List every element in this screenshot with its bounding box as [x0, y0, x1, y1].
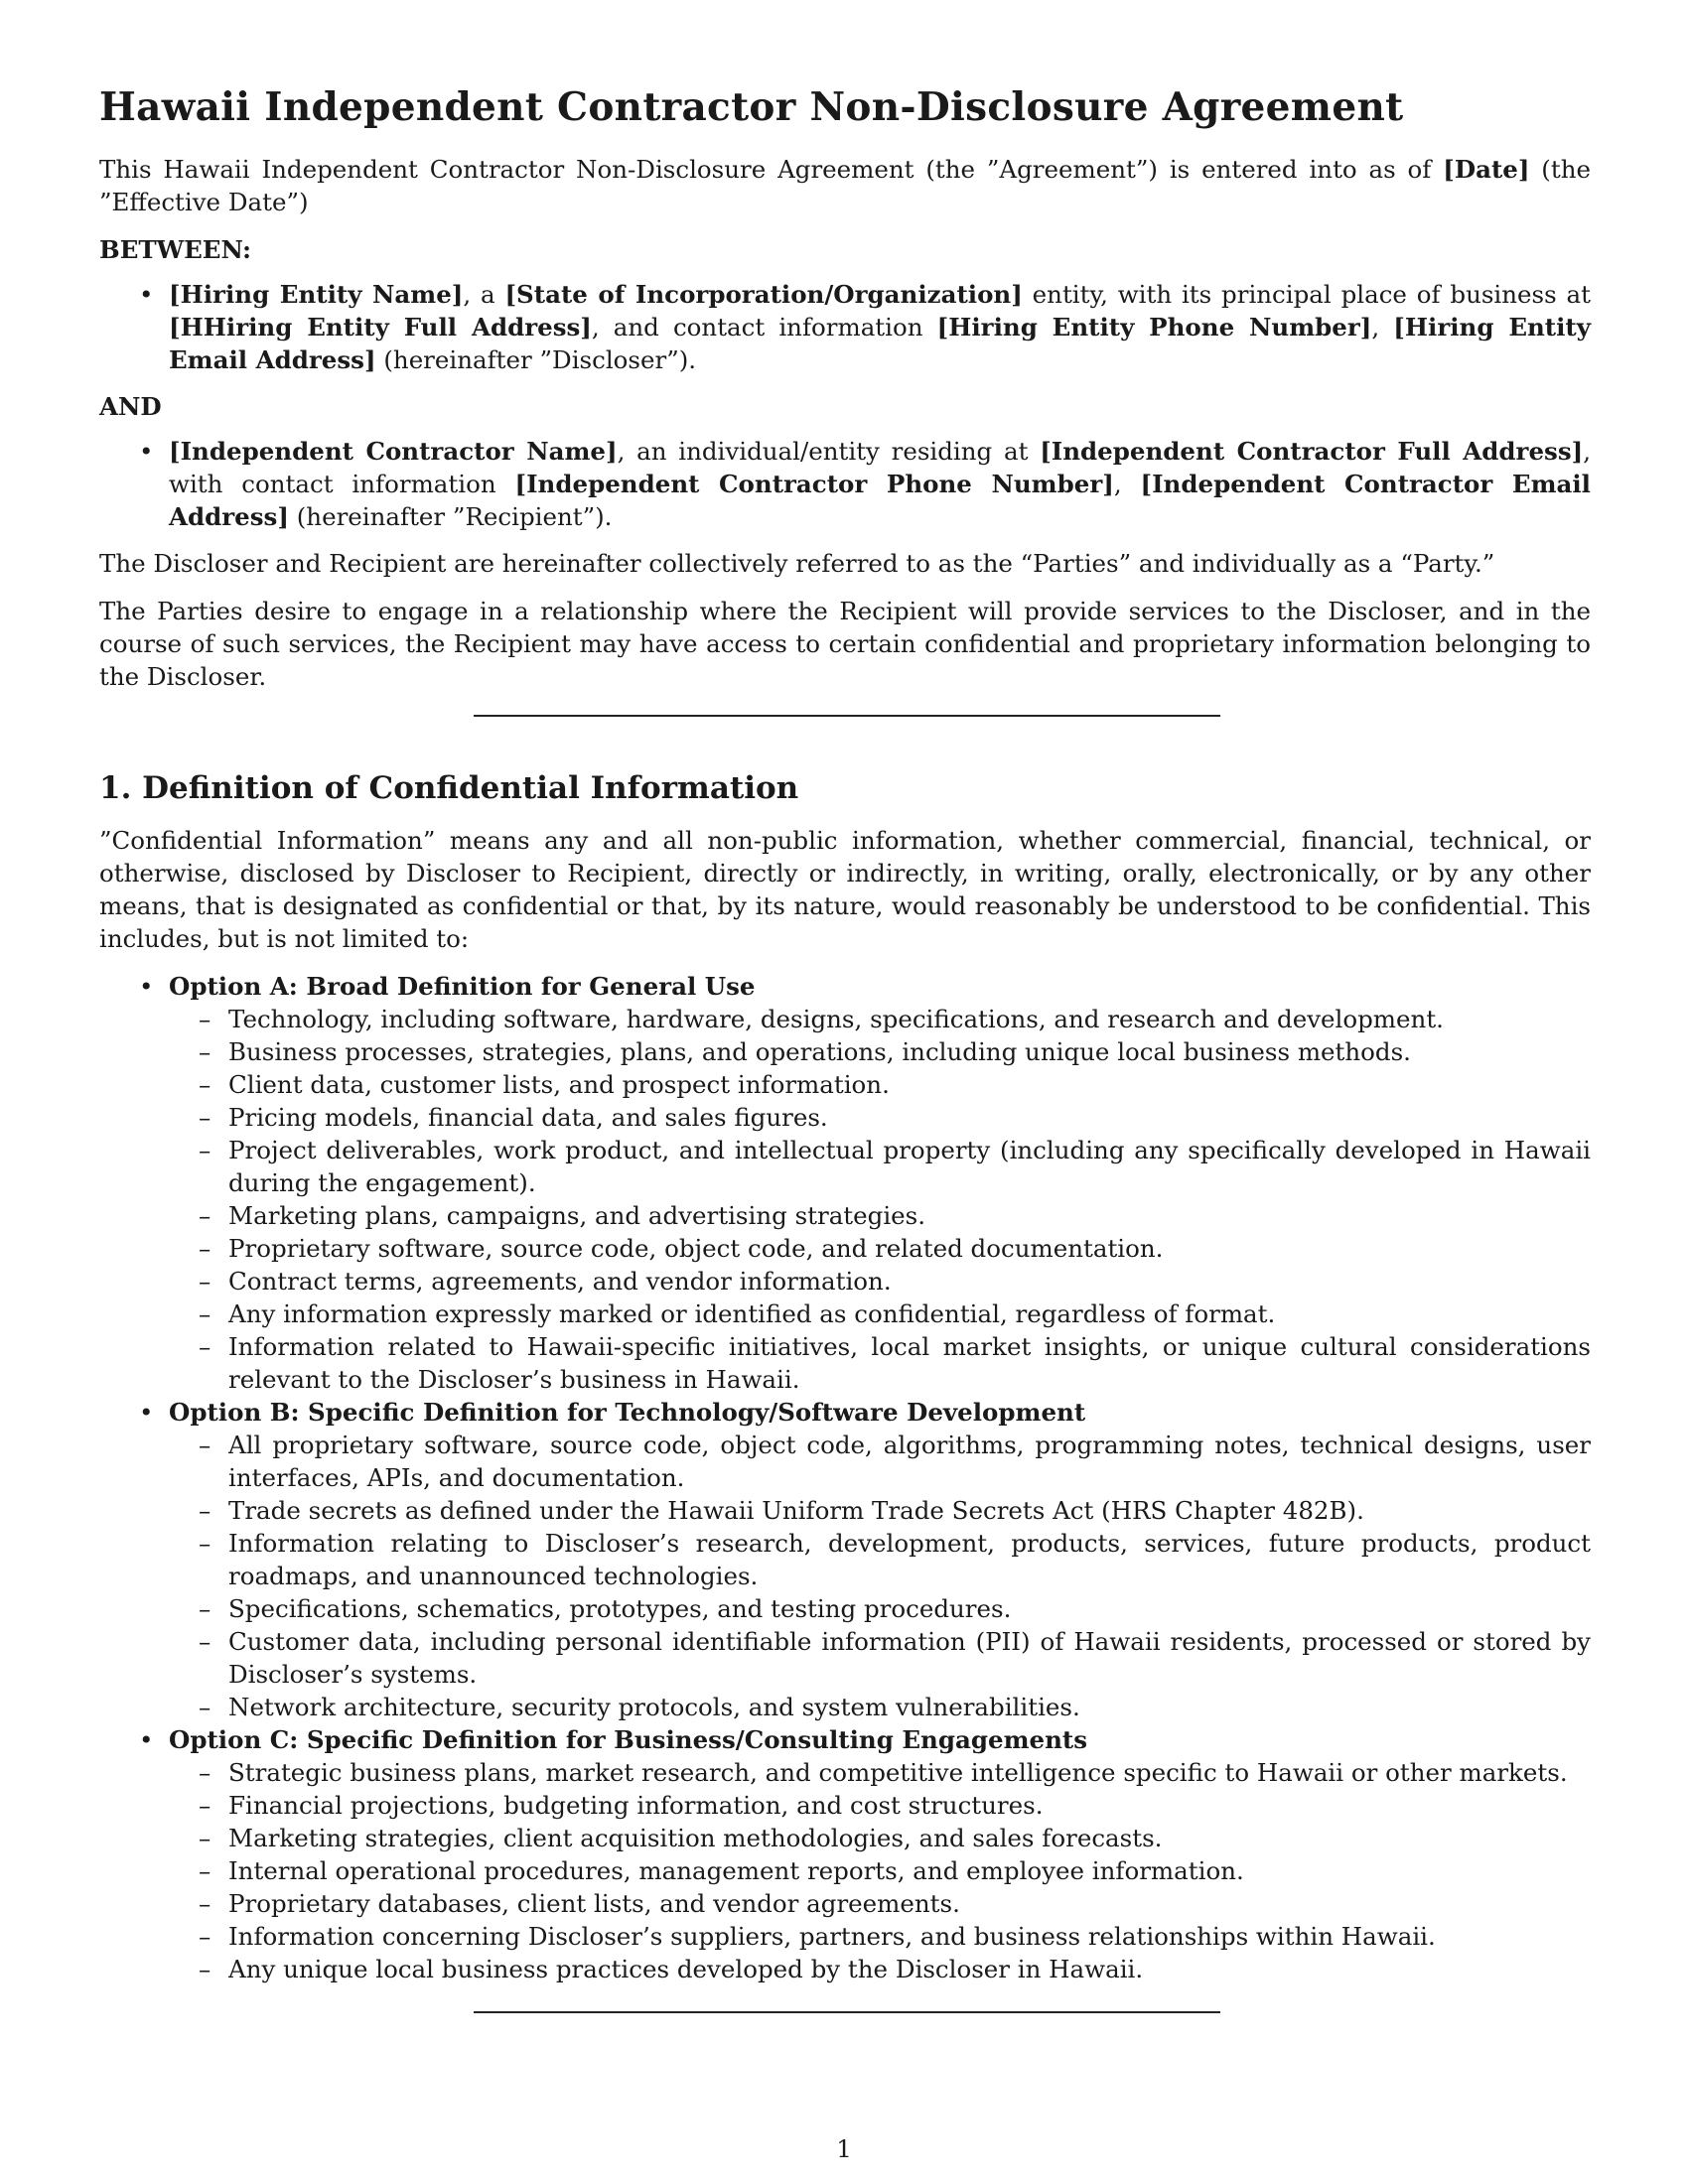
intro-paragraph: [99, 153, 1591, 218]
discloser-text: , and contact information: [591, 313, 937, 341]
list-item: – Marketing strategies, client acquisition methodologies, and sales forecasts.: [228, 1822, 1591, 1854]
between-label: BETWEEN:: [99, 235, 252, 264]
list-item: – Business processes, strategies, plans, and operations, including unique local business methods.: [228, 1035, 1591, 1068]
discloser-text: entity, with its principal place of business at: [1022, 280, 1591, 309]
section-divider: [474, 2011, 1220, 2013]
list-item: – Information related to Hawaii-specific initiatives, local market insights, or unique cultural considerations relevant to the Discloser’s business in Hawaii.: [228, 1330, 1591, 1396]
list-item: – Information relating to Discloser’s research, development, products, services, future products, product roadmaps, and unannounced technologies.: [228, 1527, 1591, 1592]
option-item: [169, 970, 1591, 1396]
list-item: – Project deliverables, work product, and intellectual property (including any specifically developed in Hawaii during the engagement).: [228, 1134, 1591, 1199]
option-sublist: [169, 1756, 1591, 1985]
hiring-entity-address-field: [HHiring Entity Full Address]: [169, 313, 592, 341]
page-number: 1: [836, 2134, 852, 2163]
list-item: – Pricing models, financial data, and sales figures.: [228, 1101, 1591, 1134]
parties-paragraph: The Discloser and Recipient are hereinafter collectively referred to as the “Parties” and individually as a “Party.”: [99, 549, 1495, 578]
option-sublist: [169, 1003, 1591, 1396]
intro-text-before: This Hawaii Independent Contractor Non-Disclosure Agreement (the ”Agreement”) is entered into as of: [99, 155, 1444, 184]
list-item: – Network architecture, security protocols, and system vulnerabilities.: [228, 1691, 1591, 1723]
contractor-phone-field: [Independent Contractor Phone Number]: [514, 470, 1114, 498]
section-1-heading: 1. Definition of Confidential Information: [99, 770, 799, 806]
list-item: – Marketing plans, campaigns, and advertising strategies.: [228, 1199, 1591, 1232]
options-list: [99, 970, 1591, 1985]
option-sublist: [169, 1429, 1591, 1723]
contractor-email-field: [Independent Contractor Email Address]: [169, 470, 1591, 531]
list-item: – Client data, customer lists, and prospect information.: [228, 1068, 1591, 1101]
list-item: – Proprietary databases, client lists, and vendor agreements.: [228, 1887, 1591, 1920]
list-item: – Strategic business plans, market research, and competitive intelligence specific to Hawaii or other markets.: [228, 1756, 1591, 1789]
recipient-item: [169, 435, 1591, 533]
list-item: – Specifications, schematics, prototypes, and testing procedures.: [228, 1592, 1591, 1625]
document-title: Hawaii Independent Contractor Non-Disclosure Agreement: [99, 84, 1404, 130]
purpose-paragraph: The Parties desire to engage in a relationship where the Recipient will provide services to the Discloser, and in the course of such services, the Recipient may have access to certain confidential and proprietary information belonging to the Discloser.: [99, 597, 1591, 691]
recipient-text: ,: [1113, 470, 1141, 498]
option-title: Option C: Specific Definition for Business/Consulting Engagements: [169, 1725, 1088, 1754]
and-label: AND: [99, 392, 162, 421]
list-item: – Information concerning Discloser’s suppliers, partners, and business relationships within Hawaii.: [228, 1920, 1591, 1953]
list-item: – Internal operational procedures, management reports, and employee information.: [228, 1854, 1591, 1887]
list-item: – Any information expressly marked or identified as confidential, regardless of format.: [228, 1297, 1591, 1330]
list-item: – Customer data, including personal identifiable information (PII) of Hawaii residents, processed or stored by Discloser’s systems.: [228, 1625, 1591, 1691]
contractor-name-field: [Independent Contractor Name]: [169, 437, 618, 466]
document-page: [99, 83, 1591, 2013]
discloser-text: (hereinafter ”Discloser”).: [375, 345, 697, 374]
option-title: Option B: Specific Definition for Technology/Software Development: [169, 1398, 1086, 1427]
hiring-entity-phone-field: [Hiring Entity Phone Number]: [936, 313, 1372, 341]
state-field: [State of Incorporation/Organization]: [504, 280, 1023, 309]
section-divider: [474, 715, 1220, 717]
recipient-text: , an individual/entity residing at: [617, 437, 1041, 466]
recipient-text: (hereinafter ”Recipient”).: [288, 502, 613, 531]
list-item: – Trade secrets as defined under the Hawaii Uniform Trade Secrets Act (HRS Chapter 482B).: [228, 1494, 1591, 1527]
discloser-list: [99, 278, 1591, 376]
list-item: – Any unique local business practices developed by the Discloser in Hawaii.: [228, 1953, 1591, 1985]
list-item: – Financial projections, budgeting information, and cost structures.: [228, 1789, 1591, 1822]
hiring-entity-email-field: [Hiring Entity Email Address]: [169, 313, 1591, 374]
discloser-text: , a: [463, 280, 505, 309]
option-title: Option A: Broad Definition for General Use: [169, 972, 756, 1001]
list-item: – All proprietary software, source code, object code, algorithms, programming notes, technical designs, user interfaces, APIs, and documentation.: [228, 1429, 1591, 1494]
option-item: [169, 1723, 1591, 1985]
recipient-list: [99, 435, 1591, 533]
list-item: – Contract terms, agreements, and vendor information.: [228, 1265, 1591, 1297]
section-1-intro: ”Confidential Information” means any and all non-public information, whether commercial, financial, technical, or otherwise, disclosed by Discloser to Recipient, directly or indirectly, in writing, orally, electronically, or by any other means, that is designated as confidential or that, by its nature, would reasonably be understood to be confidential. This includes, but is not limited to:: [99, 826, 1591, 953]
intro-text-after: (the ”Effective Date”): [99, 155, 1591, 216]
recipient-text: , with contact information: [169, 437, 1592, 498]
date-field: [Date]: [1443, 155, 1530, 184]
list-item: – Technology, including software, hardware, designs, specifications, and research and development.: [228, 1003, 1591, 1035]
contractor-address-field: [Independent Contractor Full Address]: [1040, 437, 1584, 466]
option-item: [169, 1396, 1591, 1723]
discloser-text: ,: [1371, 313, 1394, 341]
hiring-entity-name-field: [Hiring Entity Name]: [169, 280, 464, 309]
discloser-item: [169, 278, 1591, 376]
list-item: – Proprietary software, source code, object code, and related documentation.: [228, 1232, 1591, 1265]
